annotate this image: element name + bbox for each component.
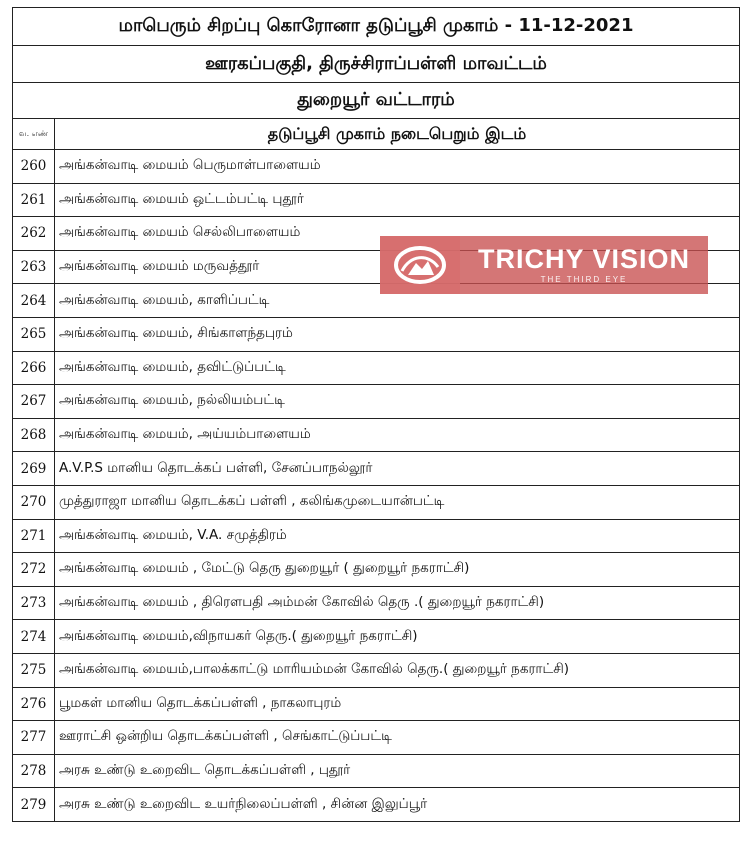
- subtitle-row: [13, 46, 740, 83]
- row-camp-place: முத்துராஜா மானிய தொடக்கப் பள்ளி , கலிங்கமுடையான்பட்டி: [55, 485, 740, 519]
- camp-table: [12, 7, 740, 822]
- row-serial-number: 276: [13, 687, 55, 721]
- table-row: [13, 418, 740, 452]
- row-serial-number: 270: [13, 485, 55, 519]
- table-row: [13, 385, 740, 419]
- row-serial-number: 266: [13, 351, 55, 385]
- block-name: துறையூர் வட்டாரம்: [13, 83, 740, 119]
- row-serial-number: 261: [13, 183, 55, 217]
- table-row: [13, 317, 740, 351]
- row-serial-number: 273: [13, 586, 55, 620]
- table-row: [13, 519, 740, 553]
- page-title: மாபெரும் சிறப்பு கொரோனா தடுப்பூசி முகாம் - 11-12-2021: [13, 8, 740, 46]
- row-camp-place: அங்கன்வாடி மையம்,விநாயகர் தெரு.( துறையூர் நகராட்சி): [55, 620, 740, 654]
- table-row: [13, 620, 740, 654]
- row-serial-number: 271: [13, 519, 55, 553]
- row-serial-number: 269: [13, 452, 55, 486]
- row-camp-place: ஊராட்சி ஒன்றிய தொடக்கப்பள்ளி , செங்காட்டுப்பட்டி: [55, 721, 740, 755]
- row-serial-number: 263: [13, 250, 55, 284]
- row-serial-number: 279: [13, 788, 55, 822]
- row-serial-number: 274: [13, 620, 55, 654]
- table-row: [13, 150, 740, 184]
- camp-list-sheet: [12, 7, 740, 822]
- row-camp-place: அங்கன்வாடி மையம்,பாலக்காட்டு மாரியம்மன் கோவில் தெரு.( துறையூர் நகராட்சி): [55, 653, 740, 687]
- watermark-text: [460, 244, 708, 286]
- row-camp-place: அங்கன்வாடி மையம் ஒட்டம்பட்டி புதூர்: [55, 183, 740, 217]
- table-row: [13, 653, 740, 687]
- watermark-brand: TRICHY VISION: [477, 244, 691, 274]
- row-serial-number: 278: [13, 754, 55, 788]
- table-row: [13, 721, 740, 755]
- row-camp-place: அங்கன்வாடி மையம், காளிப்பட்டி: [55, 284, 740, 318]
- column-header-row: [13, 119, 740, 150]
- row-serial-number: 260: [13, 150, 55, 184]
- row-camp-place: அங்கன்வாடி மையம், அய்யம்பாளையம்: [55, 418, 740, 452]
- table-row: [13, 351, 740, 385]
- sno-column-header: வ. எண்: [13, 119, 55, 150]
- table-row: [13, 687, 740, 721]
- row-camp-place: அங்கன்வாடி மையம் செல்லிபாளையம்: [55, 217, 740, 251]
- row-camp-place: அரசு உண்டு உறைவிட உயர்நிலைப்பள்ளி , சின்ன இலுப்பூர்: [55, 788, 740, 822]
- table-row: [13, 788, 740, 822]
- row-camp-place: அங்கன்வாடி மையம் மருவத்தூர்: [55, 250, 740, 284]
- row-serial-number: 277: [13, 721, 55, 755]
- row-camp-place: அரசு உண்டு உறைவிட தொடக்கப்பள்ளி , புதூர்: [55, 754, 740, 788]
- row-serial-number: 262: [13, 217, 55, 251]
- row-camp-place: அங்கன்வாடி மையம் , திரௌபதி அம்மன் கோவில் தெரு .( துறையூர் நகராட்சி): [55, 586, 740, 620]
- watermark-tagline: THE THIRD EYE: [540, 275, 628, 284]
- eye-logo-icon: [380, 236, 460, 294]
- place-column-header: தடுப்பூசி முகாம் நடைபெறும் இடம்: [55, 119, 740, 150]
- row-camp-place: A.V.P.S மானிய தொடக்கப் பள்ளி, சேனப்பாநல்லூர்: [55, 452, 740, 486]
- row-camp-place: அங்கன்வாடி மையம் பெருமாள்பாளையம்: [55, 150, 740, 184]
- row-camp-place: அங்கன்வாடி மையம் , மேட்டு தெரு துறையூர் ( துறையூர் நகராட்சி): [55, 553, 740, 587]
- title-row: [13, 8, 740, 46]
- district-subtitle: ஊரகப்பகுதி, திருச்சிராப்பள்ளி மாவட்டம்: [13, 46, 740, 83]
- row-serial-number: 272: [13, 553, 55, 587]
- table-row: [13, 754, 740, 788]
- row-serial-number: 275: [13, 653, 55, 687]
- row-camp-place: அங்கன்வாடி மையம், நல்லியம்பட்டி: [55, 385, 740, 419]
- row-camp-place: பூமகள் மானிய தொடக்கப்பள்ளி , நாகலாபுரம்: [55, 687, 740, 721]
- block-row: [13, 83, 740, 119]
- trichy-vision-watermark: [380, 236, 708, 294]
- row-camp-place: அங்கன்வாடி மையம், சிங்காளந்தபுரம்: [55, 317, 740, 351]
- row-serial-number: 267: [13, 385, 55, 419]
- row-serial-number: 268: [13, 418, 55, 452]
- row-camp-place: அங்கன்வாடி மையம், தவிட்டுப்பட்டி: [55, 351, 740, 385]
- table-row: [13, 183, 740, 217]
- row-serial-number: 264: [13, 284, 55, 318]
- table-row: [13, 586, 740, 620]
- row-serial-number: 265: [13, 317, 55, 351]
- table-row: [13, 452, 740, 486]
- row-camp-place: அங்கன்வாடி மையம், V.A. சமுத்திரம்: [55, 519, 740, 553]
- table-row: [13, 553, 740, 587]
- table-row: [13, 485, 740, 519]
